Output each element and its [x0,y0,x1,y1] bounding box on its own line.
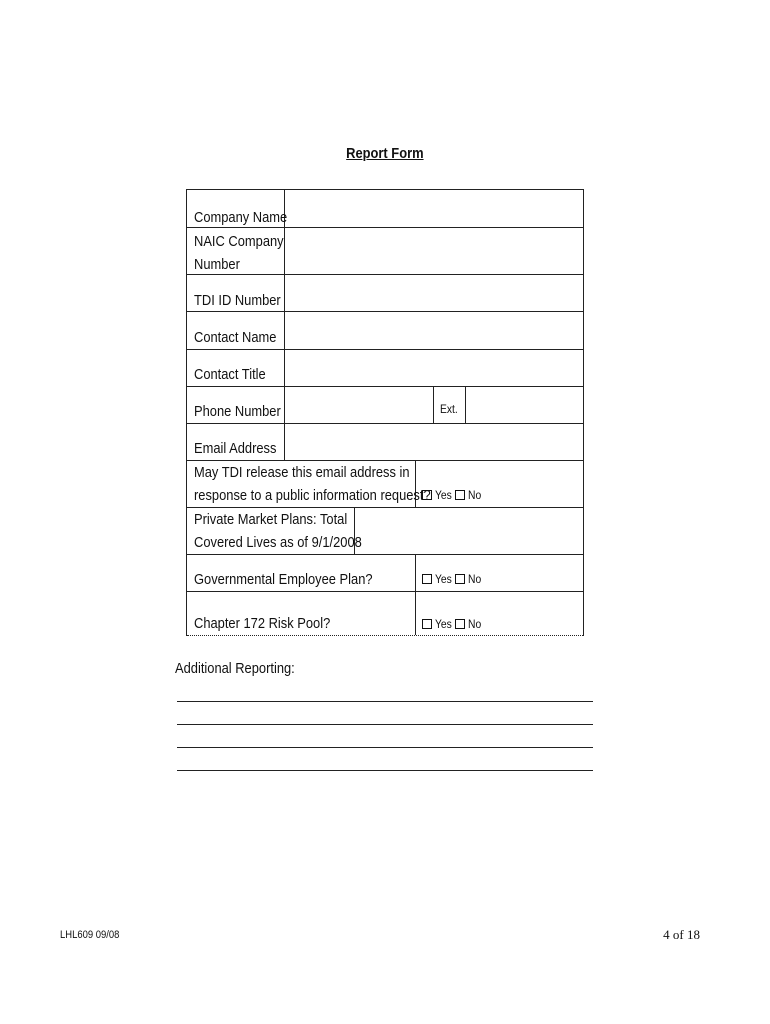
additional-reporting-line[interactable] [177,724,593,725]
yes-checkbox[interactable] [422,574,432,584]
ext-label: Ext. [440,402,458,416]
no-checkbox[interactable] [455,574,465,584]
tdi-id-number-input[interactable] [285,275,582,311]
contact-name-label: Contact Name [194,329,277,346]
naic-number-label: Number [194,256,240,273]
chapter-172-label: Chapter 172 Risk Pool? [194,615,331,632]
yes-label: Yes [435,572,452,586]
no-checkbox[interactable] [455,619,465,629]
yes-checkbox[interactable] [422,619,432,629]
additional-reporting-line[interactable] [177,701,593,702]
company-name-input[interactable] [285,191,582,227]
email-release-options [422,487,483,503]
company-name-label: Company Name [194,209,288,226]
governmental-plan-options [422,571,483,587]
yes-label: Yes [435,617,452,631]
form-code: LHL609 09/08 [60,929,120,941]
additional-reporting-line[interactable] [177,747,593,748]
email-release-label-line2: response to a public information request? [194,487,431,504]
additional-reporting-line[interactable] [177,770,593,771]
phone-number-input[interactable] [285,387,433,423]
governmental-plan-label: Governmental Employee Plan? [194,571,373,588]
yes-checkbox[interactable] [422,490,432,500]
no-checkbox[interactable] [455,490,465,500]
email-address-label: Email Address [194,440,277,457]
row-divider [187,554,583,555]
no-label: No [467,572,481,586]
naic-company-label: NAIC Company [194,233,284,250]
form-bottom-border [187,635,583,636]
contact-title-input[interactable] [285,350,582,386]
contact-name-input[interactable] [285,312,582,349]
yes-label: Yes [435,488,452,502]
row-divider [187,591,583,592]
chapter-172-options [422,616,483,632]
no-label: No [467,488,481,502]
column-divider [415,554,416,635]
page-number: 4 of 18 [663,927,700,942]
email-address-input[interactable] [285,424,582,460]
private-market-label-line2: Covered Lives as of 9/1/2008 [194,534,362,551]
email-release-label-line1: May TDI release this email address in [194,464,410,481]
no-label: No [467,617,481,631]
contact-title-label: Contact Title [194,366,266,383]
column-divider [433,386,434,423]
tdi-id-label: TDI ID Number [194,292,281,309]
page-title: Report Form [346,145,424,162]
covered-lives-input[interactable] [355,508,582,554]
phone-ext-input[interactable] [466,387,582,423]
naic-company-number-input[interactable] [285,228,582,274]
additional-reporting-label: Additional Reporting: [175,660,295,677]
private-market-label-line1: Private Market Plans: Total [194,511,348,528]
phone-number-label: Phone Number [194,403,281,420]
report-form-table [186,189,584,636]
